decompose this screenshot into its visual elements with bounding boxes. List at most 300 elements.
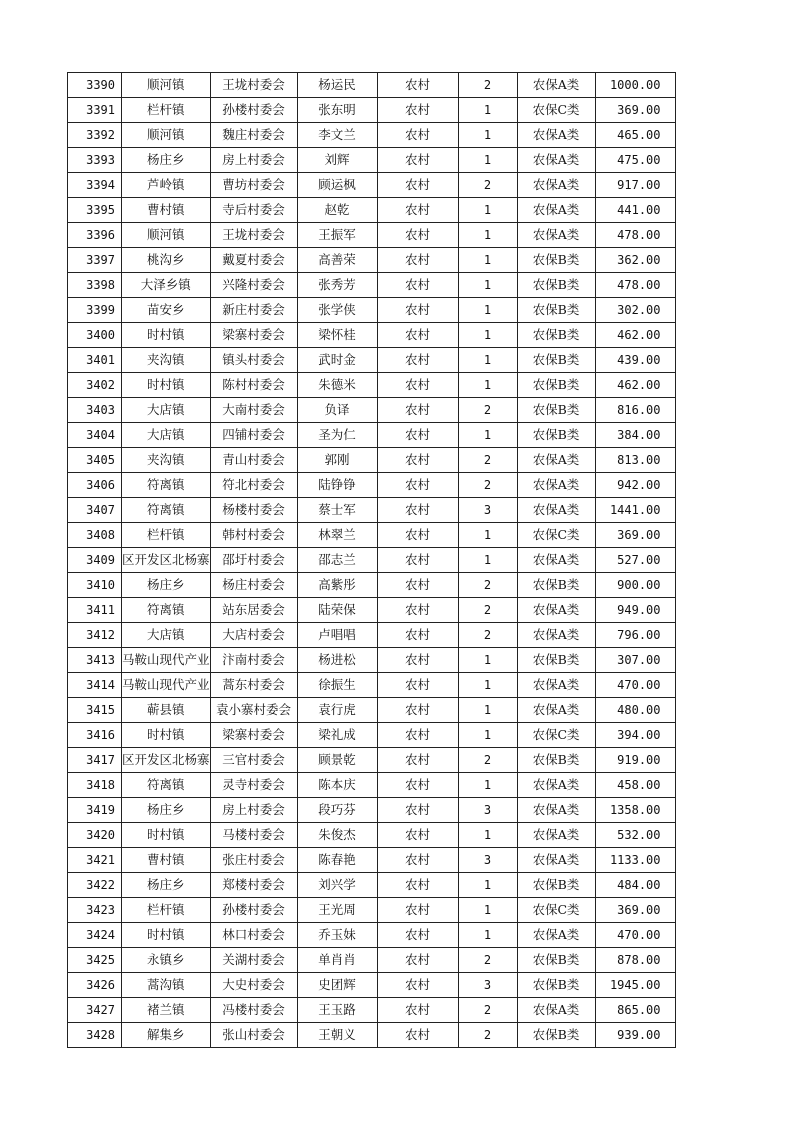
township-cell: 栏杆镇 bbox=[122, 523, 211, 548]
person-name-cell: 段巧芬 bbox=[297, 798, 377, 823]
residence-type-cell: 农村 bbox=[377, 748, 458, 773]
row-number-cell: 3415 bbox=[68, 698, 122, 723]
row-number-cell: 3409 bbox=[68, 548, 122, 573]
table-row bbox=[68, 548, 676, 573]
village-committee-cell: 杨庄村委会 bbox=[210, 573, 297, 598]
amount-cell: 470.00 bbox=[595, 673, 675, 698]
person-name-cell: 负译 bbox=[297, 398, 377, 423]
person-name-cell: 卢唱唱 bbox=[297, 623, 377, 648]
table-row bbox=[68, 748, 676, 773]
village-committee-cell: 大店村委会 bbox=[210, 623, 297, 648]
township-cell: 符离镇 bbox=[122, 473, 211, 498]
person-name-cell: 陈春艳 bbox=[297, 848, 377, 873]
residence-type-cell: 农村 bbox=[377, 73, 458, 98]
village-committee-cell: 陈村村委会 bbox=[210, 373, 297, 398]
insurance-category-cell: 农保A类 bbox=[517, 848, 595, 873]
household-count-cell: 1 bbox=[458, 248, 517, 273]
person-name-cell: 梁怀桂 bbox=[297, 323, 377, 348]
village-committee-cell: 冯楼村委会 bbox=[210, 998, 297, 1023]
township-cell: 时村镇 bbox=[122, 323, 211, 348]
person-name-cell: 李文兰 bbox=[297, 123, 377, 148]
amount-cell: 478.00 bbox=[595, 273, 675, 298]
person-name-cell: 顾运枫 bbox=[297, 173, 377, 198]
township-cell: 时村镇 bbox=[122, 923, 211, 948]
household-count-cell: 1 bbox=[458, 923, 517, 948]
insurance-category-cell: 农保A类 bbox=[517, 148, 595, 173]
person-name-cell: 张秀芳 bbox=[297, 273, 377, 298]
insurance-category-cell: 农保A类 bbox=[517, 123, 595, 148]
township-cell: 杨庄乡 bbox=[122, 148, 211, 173]
residence-type-cell: 农村 bbox=[377, 198, 458, 223]
insurance-category-cell: 农保C类 bbox=[517, 98, 595, 123]
insurance-category-cell: 农保A类 bbox=[517, 823, 595, 848]
amount-cell: 465.00 bbox=[595, 123, 675, 148]
township-cell: 褚兰镇 bbox=[122, 998, 211, 1023]
village-committee-cell: 马楼村委会 bbox=[210, 823, 297, 848]
household-count-cell: 2 bbox=[458, 1023, 517, 1048]
row-number-cell: 3394 bbox=[68, 173, 122, 198]
insurance-category-cell: 农保C类 bbox=[517, 723, 595, 748]
township-cell: 大泽乡镇 bbox=[122, 273, 211, 298]
residence-type-cell: 农村 bbox=[377, 223, 458, 248]
township-cell: 时村镇 bbox=[122, 723, 211, 748]
row-number-cell: 3416 bbox=[68, 723, 122, 748]
village-committee-cell: 房上村委会 bbox=[210, 148, 297, 173]
village-committee-cell: 王垅村委会 bbox=[210, 73, 297, 98]
amount-cell: 796.00 bbox=[595, 623, 675, 648]
township-cell: 时村镇 bbox=[122, 823, 211, 848]
row-number-cell: 3395 bbox=[68, 198, 122, 223]
amount-cell: 1000.00 bbox=[595, 73, 675, 98]
amount-cell: 484.00 bbox=[595, 873, 675, 898]
household-count-cell: 1 bbox=[458, 273, 517, 298]
township-cell: 蒿沟镇 bbox=[122, 973, 211, 998]
residence-type-cell: 农村 bbox=[377, 498, 458, 523]
row-number-cell: 3399 bbox=[68, 298, 122, 323]
village-committee-cell: 大南村委会 bbox=[210, 398, 297, 423]
row-number-cell: 3397 bbox=[68, 248, 122, 273]
amount-cell: 942.00 bbox=[595, 473, 675, 498]
township-cell: 大店镇 bbox=[122, 398, 211, 423]
person-name-cell: 陈本庆 bbox=[297, 773, 377, 798]
table-row bbox=[68, 848, 676, 873]
village-committee-cell: 房上村委会 bbox=[210, 798, 297, 823]
household-count-cell: 1 bbox=[458, 98, 517, 123]
household-count-cell: 1 bbox=[458, 698, 517, 723]
table-row bbox=[68, 673, 676, 698]
row-number-cell: 3412 bbox=[68, 623, 122, 648]
residence-type-cell: 农村 bbox=[377, 398, 458, 423]
insurance-category-cell: 农保A类 bbox=[517, 448, 595, 473]
township-cell: 杨庄乡 bbox=[122, 873, 211, 898]
household-count-cell: 3 bbox=[458, 973, 517, 998]
person-name-cell: 徐振生 bbox=[297, 673, 377, 698]
household-table bbox=[67, 72, 676, 1048]
village-committee-cell: 兴隆村委会 bbox=[210, 273, 297, 298]
insurance-category-cell: 农保A类 bbox=[517, 198, 595, 223]
residence-type-cell: 农村 bbox=[377, 648, 458, 673]
person-name-cell: 单肖肖 bbox=[297, 948, 377, 973]
table-row bbox=[68, 573, 676, 598]
table-row bbox=[68, 798, 676, 823]
table-row bbox=[68, 873, 676, 898]
amount-cell: 369.00 bbox=[595, 98, 675, 123]
household-count-cell: 1 bbox=[458, 148, 517, 173]
table-row bbox=[68, 598, 676, 623]
village-committee-cell: 曹坊村委会 bbox=[210, 173, 297, 198]
insurance-category-cell: 农保B类 bbox=[517, 873, 595, 898]
row-number-cell: 3390 bbox=[68, 73, 122, 98]
township-cell: 栏杆镇 bbox=[122, 898, 211, 923]
village-committee-cell: 林口村委会 bbox=[210, 923, 297, 948]
insurance-category-cell: 农保A类 bbox=[517, 773, 595, 798]
person-name-cell: 王光周 bbox=[297, 898, 377, 923]
township-cell: 时村镇 bbox=[122, 373, 211, 398]
amount-cell: 939.00 bbox=[595, 1023, 675, 1048]
residence-type-cell: 农村 bbox=[377, 723, 458, 748]
household-count-cell: 2 bbox=[458, 748, 517, 773]
amount-cell: 919.00 bbox=[595, 748, 675, 773]
amount-cell: 470.00 bbox=[595, 923, 675, 948]
person-name-cell: 赵乾 bbox=[297, 198, 377, 223]
table-row bbox=[68, 98, 676, 123]
village-committee-cell: 汴南村委会 bbox=[210, 648, 297, 673]
household-count-cell: 2 bbox=[458, 473, 517, 498]
household-count-cell: 1 bbox=[458, 523, 517, 548]
amount-cell: 302.00 bbox=[595, 298, 675, 323]
residence-type-cell: 农村 bbox=[377, 598, 458, 623]
table-row bbox=[68, 323, 676, 348]
row-number-cell: 3428 bbox=[68, 1023, 122, 1048]
residence-type-cell: 农村 bbox=[377, 373, 458, 398]
insurance-category-cell: 农保B类 bbox=[517, 348, 595, 373]
amount-cell: 878.00 bbox=[595, 948, 675, 973]
village-committee-cell: 镇头村委会 bbox=[210, 348, 297, 373]
household-count-cell: 1 bbox=[458, 298, 517, 323]
township-cell: 顺河镇 bbox=[122, 73, 211, 98]
township-cell: 顺河镇 bbox=[122, 123, 211, 148]
township-cell: 蕲县镇 bbox=[122, 698, 211, 723]
table-row bbox=[68, 948, 676, 973]
insurance-category-cell: 农保A类 bbox=[517, 698, 595, 723]
insurance-category-cell: 农保B类 bbox=[517, 1023, 595, 1048]
township-cell: 区开发区北杨寨 bbox=[122, 748, 211, 773]
residence-type-cell: 农村 bbox=[377, 348, 458, 373]
row-number-cell: 3413 bbox=[68, 648, 122, 673]
row-number-cell: 3421 bbox=[68, 848, 122, 873]
village-committee-cell: 梁寨村委会 bbox=[210, 723, 297, 748]
row-number-cell: 3417 bbox=[68, 748, 122, 773]
person-name-cell: 陆荣保 bbox=[297, 598, 377, 623]
insurance-category-cell: 农保A类 bbox=[517, 923, 595, 948]
person-name-cell: 史团辉 bbox=[297, 973, 377, 998]
row-number-cell: 3419 bbox=[68, 798, 122, 823]
insurance-category-cell: 农保B类 bbox=[517, 748, 595, 773]
amount-cell: 462.00 bbox=[595, 373, 675, 398]
amount-cell: 362.00 bbox=[595, 248, 675, 273]
household-count-cell: 1 bbox=[458, 823, 517, 848]
household-count-cell: 3 bbox=[458, 848, 517, 873]
township-cell: 杨庄乡 bbox=[122, 798, 211, 823]
residence-type-cell: 农村 bbox=[377, 823, 458, 848]
village-committee-cell: 孙楼村委会 bbox=[210, 898, 297, 923]
village-committee-cell: 韩村村委会 bbox=[210, 523, 297, 548]
township-cell: 栏杆镇 bbox=[122, 98, 211, 123]
residence-type-cell: 农村 bbox=[377, 273, 458, 298]
table-row bbox=[68, 723, 676, 748]
village-committee-cell: 关湖村委会 bbox=[210, 948, 297, 973]
township-cell: 芦岭镇 bbox=[122, 173, 211, 198]
row-number-cell: 3410 bbox=[68, 573, 122, 598]
amount-cell: 813.00 bbox=[595, 448, 675, 473]
amount-cell: 458.00 bbox=[595, 773, 675, 798]
residence-type-cell: 农村 bbox=[377, 148, 458, 173]
amount-cell: 949.00 bbox=[595, 598, 675, 623]
amount-cell: 307.00 bbox=[595, 648, 675, 673]
table-row bbox=[68, 448, 676, 473]
table-row bbox=[68, 273, 676, 298]
household-count-cell: 1 bbox=[458, 323, 517, 348]
table-row bbox=[68, 1023, 676, 1048]
residence-type-cell: 农村 bbox=[377, 998, 458, 1023]
township-cell: 区开发区北杨寨 bbox=[122, 548, 211, 573]
household-count-cell: 3 bbox=[458, 798, 517, 823]
row-number-cell: 3391 bbox=[68, 98, 122, 123]
row-number-cell: 3418 bbox=[68, 773, 122, 798]
table-row bbox=[68, 223, 676, 248]
person-name-cell: 王振军 bbox=[297, 223, 377, 248]
township-cell: 大店镇 bbox=[122, 423, 211, 448]
person-name-cell: 朱德米 bbox=[297, 373, 377, 398]
township-cell: 曹村镇 bbox=[122, 848, 211, 873]
household-count-cell: 1 bbox=[458, 723, 517, 748]
row-number-cell: 3405 bbox=[68, 448, 122, 473]
insurance-category-cell: 农保B类 bbox=[517, 398, 595, 423]
household-count-cell: 1 bbox=[458, 423, 517, 448]
amount-cell: 1358.00 bbox=[595, 798, 675, 823]
township-cell: 解集乡 bbox=[122, 1023, 211, 1048]
residence-type-cell: 农村 bbox=[377, 573, 458, 598]
table-row bbox=[68, 248, 676, 273]
household-count-cell: 2 bbox=[458, 998, 517, 1023]
village-committee-cell: 戴夏村委会 bbox=[210, 248, 297, 273]
person-name-cell: 圣为仁 bbox=[297, 423, 377, 448]
insurance-category-cell: 农保B类 bbox=[517, 248, 595, 273]
table-row bbox=[68, 998, 676, 1023]
person-name-cell: 乔玉妹 bbox=[297, 923, 377, 948]
table-row bbox=[68, 823, 676, 848]
household-count-cell: 1 bbox=[458, 123, 517, 148]
amount-cell: 1133.00 bbox=[595, 848, 675, 873]
insurance-category-cell: 农保A类 bbox=[517, 998, 595, 1023]
township-cell: 苗安乡 bbox=[122, 298, 211, 323]
insurance-category-cell: 农保B类 bbox=[517, 323, 595, 348]
residence-type-cell: 农村 bbox=[377, 448, 458, 473]
residence-type-cell: 农村 bbox=[377, 473, 458, 498]
person-name-cell: 高紫彤 bbox=[297, 573, 377, 598]
village-committee-cell: 四铺村委会 bbox=[210, 423, 297, 448]
residence-type-cell: 农村 bbox=[377, 898, 458, 923]
township-cell: 夹沟镇 bbox=[122, 448, 211, 473]
insurance-category-cell: 农保A类 bbox=[517, 173, 595, 198]
household-count-cell: 2 bbox=[458, 948, 517, 973]
household-count-cell: 2 bbox=[458, 623, 517, 648]
residence-type-cell: 农村 bbox=[377, 248, 458, 273]
insurance-category-cell: 农保C类 bbox=[517, 523, 595, 548]
household-count-cell: 2 bbox=[458, 398, 517, 423]
township-cell: 永镇乡 bbox=[122, 948, 211, 973]
row-number-cell: 3392 bbox=[68, 123, 122, 148]
household-count-cell: 1 bbox=[458, 548, 517, 573]
residence-type-cell: 农村 bbox=[377, 523, 458, 548]
household-count-cell: 1 bbox=[458, 773, 517, 798]
person-name-cell: 杨运民 bbox=[297, 73, 377, 98]
residence-type-cell: 农村 bbox=[377, 423, 458, 448]
amount-cell: 1441.00 bbox=[595, 498, 675, 523]
village-committee-cell: 大史村委会 bbox=[210, 973, 297, 998]
insurance-category-cell: 农保B类 bbox=[517, 298, 595, 323]
table-row bbox=[68, 773, 676, 798]
household-count-cell: 3 bbox=[458, 498, 517, 523]
row-number-cell: 3427 bbox=[68, 998, 122, 1023]
township-cell: 符离镇 bbox=[122, 498, 211, 523]
village-committee-cell: 三官村委会 bbox=[210, 748, 297, 773]
row-number-cell: 3404 bbox=[68, 423, 122, 448]
table-body bbox=[68, 73, 676, 1048]
amount-cell: 816.00 bbox=[595, 398, 675, 423]
residence-type-cell: 农村 bbox=[377, 698, 458, 723]
row-number-cell: 3393 bbox=[68, 148, 122, 173]
person-name-cell: 高善荣 bbox=[297, 248, 377, 273]
township-cell: 大店镇 bbox=[122, 623, 211, 648]
household-count-cell: 1 bbox=[458, 223, 517, 248]
household-count-cell: 1 bbox=[458, 898, 517, 923]
person-name-cell: 袁行虎 bbox=[297, 698, 377, 723]
residence-type-cell: 农村 bbox=[377, 173, 458, 198]
village-committee-cell: 杨楼村委会 bbox=[210, 498, 297, 523]
row-number-cell: 3396 bbox=[68, 223, 122, 248]
insurance-category-cell: 农保A类 bbox=[517, 473, 595, 498]
household-count-cell: 2 bbox=[458, 448, 517, 473]
person-name-cell: 顾景乾 bbox=[297, 748, 377, 773]
amount-cell: 441.00 bbox=[595, 198, 675, 223]
residence-type-cell: 农村 bbox=[377, 673, 458, 698]
residence-type-cell: 农村 bbox=[377, 923, 458, 948]
residence-type-cell: 农村 bbox=[377, 623, 458, 648]
table-row bbox=[68, 148, 676, 173]
row-number-cell: 3401 bbox=[68, 348, 122, 373]
insurance-category-cell: 农保B类 bbox=[517, 648, 595, 673]
table-row bbox=[68, 123, 676, 148]
row-number-cell: 3398 bbox=[68, 273, 122, 298]
person-name-cell: 邵志兰 bbox=[297, 548, 377, 573]
amount-cell: 527.00 bbox=[595, 548, 675, 573]
residence-type-cell: 农村 bbox=[377, 298, 458, 323]
person-name-cell: 朱俊杰 bbox=[297, 823, 377, 848]
village-committee-cell: 王垅村委会 bbox=[210, 223, 297, 248]
village-committee-cell: 邵圩村委会 bbox=[210, 548, 297, 573]
row-number-cell: 3403 bbox=[68, 398, 122, 423]
insurance-category-cell: 农保A类 bbox=[517, 598, 595, 623]
amount-cell: 462.00 bbox=[595, 323, 675, 348]
village-committee-cell: 新庄村委会 bbox=[210, 298, 297, 323]
row-number-cell: 3420 bbox=[68, 823, 122, 848]
insurance-category-cell: 农保A类 bbox=[517, 498, 595, 523]
amount-cell: 369.00 bbox=[595, 898, 675, 923]
person-name-cell: 张学侠 bbox=[297, 298, 377, 323]
residence-type-cell: 农村 bbox=[377, 873, 458, 898]
insurance-category-cell: 农保A类 bbox=[517, 548, 595, 573]
village-committee-cell: 符北村委会 bbox=[210, 473, 297, 498]
table-row bbox=[68, 523, 676, 548]
insurance-category-cell: 农保B类 bbox=[517, 423, 595, 448]
township-cell: 夹沟镇 bbox=[122, 348, 211, 373]
row-number-cell: 3414 bbox=[68, 673, 122, 698]
township-cell: 桃沟乡 bbox=[122, 248, 211, 273]
row-number-cell: 3426 bbox=[68, 973, 122, 998]
person-name-cell: 梁礼成 bbox=[297, 723, 377, 748]
table-row bbox=[68, 373, 676, 398]
person-name-cell: 刘兴学 bbox=[297, 873, 377, 898]
household-count-cell: 1 bbox=[458, 198, 517, 223]
residence-type-cell: 农村 bbox=[377, 773, 458, 798]
insurance-category-cell: 农保A类 bbox=[517, 673, 595, 698]
residence-type-cell: 农村 bbox=[377, 1023, 458, 1048]
row-number-cell: 3402 bbox=[68, 373, 122, 398]
township-cell: 符离镇 bbox=[122, 598, 211, 623]
village-committee-cell: 灵寺村委会 bbox=[210, 773, 297, 798]
amount-cell: 1945.00 bbox=[595, 973, 675, 998]
row-number-cell: 3422 bbox=[68, 873, 122, 898]
amount-cell: 384.00 bbox=[595, 423, 675, 448]
household-count-cell: 2 bbox=[458, 73, 517, 98]
township-cell: 曹村镇 bbox=[122, 198, 211, 223]
insurance-category-cell: 农保B类 bbox=[517, 573, 595, 598]
insurance-category-cell: 农保B类 bbox=[517, 373, 595, 398]
table-row bbox=[68, 623, 676, 648]
insurance-category-cell: 农保B类 bbox=[517, 973, 595, 998]
residence-type-cell: 农村 bbox=[377, 98, 458, 123]
table-row bbox=[68, 698, 676, 723]
village-committee-cell: 梁寨村委会 bbox=[210, 323, 297, 348]
amount-cell: 475.00 bbox=[595, 148, 675, 173]
village-committee-cell: 站东居委会 bbox=[210, 598, 297, 623]
township-cell: 符离镇 bbox=[122, 773, 211, 798]
row-number-cell: 3406 bbox=[68, 473, 122, 498]
village-committee-cell: 青山村委会 bbox=[210, 448, 297, 473]
insurance-category-cell: 农保B类 bbox=[517, 948, 595, 973]
household-count-cell: 2 bbox=[458, 598, 517, 623]
household-count-cell: 1 bbox=[458, 673, 517, 698]
village-committee-cell: 魏庄村委会 bbox=[210, 123, 297, 148]
village-committee-cell: 张山村委会 bbox=[210, 1023, 297, 1048]
table-row bbox=[68, 923, 676, 948]
insurance-category-cell: 农保B类 bbox=[517, 273, 595, 298]
household-count-cell: 1 bbox=[458, 348, 517, 373]
village-committee-cell: 郑楼村委会 bbox=[210, 873, 297, 898]
township-cell: 马鞍山现代产业 bbox=[122, 673, 211, 698]
insurance-category-cell: 农保A类 bbox=[517, 223, 595, 248]
row-number-cell: 3423 bbox=[68, 898, 122, 923]
residence-type-cell: 农村 bbox=[377, 548, 458, 573]
residence-type-cell: 农村 bbox=[377, 798, 458, 823]
table-row bbox=[68, 348, 676, 373]
village-committee-cell: 寺后村委会 bbox=[210, 198, 297, 223]
amount-cell: 369.00 bbox=[595, 523, 675, 548]
person-name-cell: 林翠兰 bbox=[297, 523, 377, 548]
person-name-cell: 武时金 bbox=[297, 348, 377, 373]
residence-type-cell: 农村 bbox=[377, 323, 458, 348]
